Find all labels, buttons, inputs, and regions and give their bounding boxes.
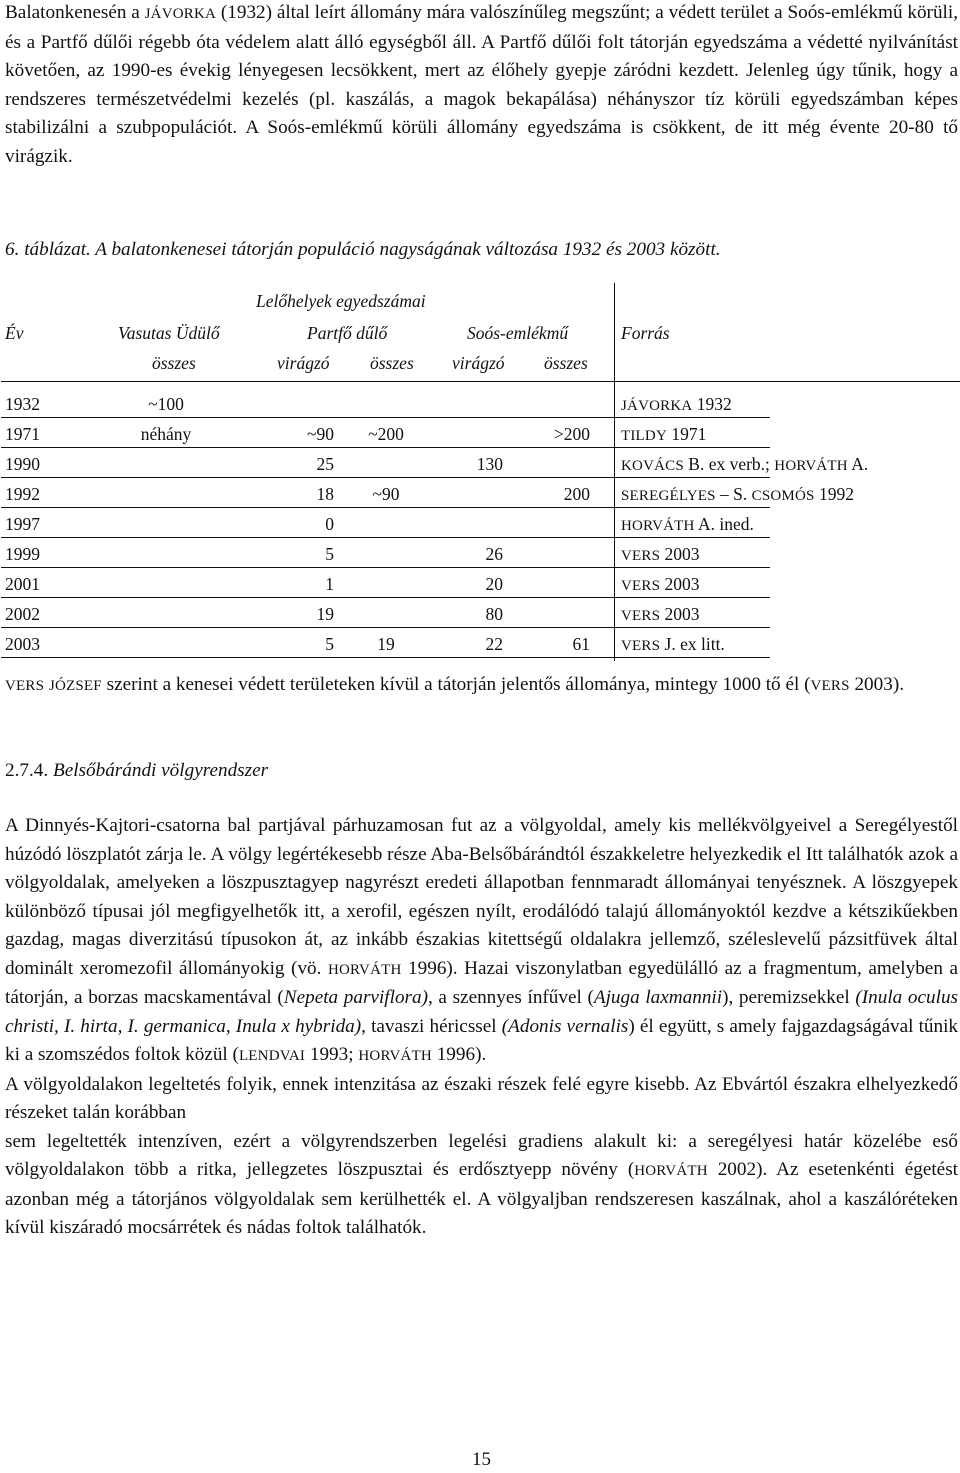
intro-paragraph: [5, 0, 958, 171]
table-cell-vasutas: ~100: [148, 394, 184, 414]
table-cell-soos-o: >200: [553, 424, 590, 444]
text-run: sem legeltették intenzíven, ezért a völgyrendszerben legelési gradiens alakult ki: a seregélyesi határ közelébe eső völgyoldalakon több a ritka, jellegzetes löszpusztai és erdősztyepp növény (: [5, 1130, 958, 1180]
table-cell-soos-o: [516, 393, 590, 415]
table-cell-partfo-v: 18: [316, 484, 334, 504]
author-name: VERS: [5, 678, 45, 694]
source-column-divider: [614, 283, 615, 661]
table-cell-soos-o: [516, 513, 590, 535]
text-run: 2003).: [849, 674, 904, 695]
text-run: 2003: [660, 604, 700, 624]
table-cell-source: [621, 513, 754, 535]
author-name: HORVÁTH: [634, 1163, 708, 1179]
table-cell-soos-v: 22: [485, 634, 503, 654]
table-cell-vasutas: [101, 633, 231, 655]
table-caption: 6. táblázat. A balatonkenesei tátorján populáció nagyságának változása 1932 és 2003 között.: [5, 239, 721, 260]
table-cell-soos-o: [516, 543, 590, 565]
header-sub-osszes-1: összes: [152, 353, 196, 373]
table-cell-partfo-o: [351, 543, 421, 565]
author-name: VERS: [621, 638, 661, 654]
author-name: HORVÁTH: [358, 1048, 432, 1064]
after-table-paragraph: [5, 671, 958, 701]
text-run: (1932) által leírt állomány mára valószínűleg megszűnt; a védett terület a Soós-emlékmű körüli, és a Partfő dűlői régebb óta védelem alatt álló egységből áll. A Partfő dűlői folt tátorján egyedszáma a védetté nyilvánítást követően, az 1990-es évekig lényegesen lecsökkent, mert az élőhely gyepje záródni kezdett. Jelenleg úgy tűnik, hogy a rendszeres természetvédelmi kezelés (pl. kaszálás, a magok bekapálása) néhányszor tíz körüli egyedszámban képes stabilizálni a szubpopulációt. A Soós-emlékmű körüli állomány egyedszáma is csökkent, de itt még évente 20-80 tő virágzik.: [5, 2, 959, 167]
table-cell-vasutas: [101, 573, 231, 595]
table-cell-year: 1997: [5, 514, 40, 534]
text-run: 1996).: [431, 1044, 487, 1065]
table-cell-soos-v: 130: [476, 454, 503, 474]
section-heading: [5, 757, 268, 785]
author-name: LENDVAI: [238, 1048, 306, 1064]
author-name: HORVÁTH: [774, 458, 848, 474]
table-cell-year: 2003: [5, 634, 40, 654]
row-separator: [1, 537, 770, 538]
row-separator: [1, 447, 770, 448]
table-cell-partfo-o: [351, 573, 421, 595]
table-cell-partfo-v: 5: [325, 544, 334, 564]
table-cell-vasutas: [101, 453, 231, 475]
table-cell-partfo-v: 25: [316, 454, 334, 474]
table-cell-partfo-o: ~90: [372, 484, 400, 504]
section-number: 2.7.4.: [5, 760, 49, 781]
table-cell-vasutas: [101, 513, 231, 535]
author-name: VERS: [810, 678, 850, 694]
author-name: KOVÁCS: [621, 458, 684, 474]
text-run: a szennyes ínfűvel (: [432, 987, 594, 1008]
text-run: 1932: [692, 394, 732, 414]
table-cell-partfo-o: 19: [377, 634, 395, 654]
population-table: [1, 283, 960, 661]
header-col-soos: Soós-emlékmű: [467, 323, 569, 343]
text-run: A.: [847, 454, 869, 474]
author-name: VERS: [621, 548, 661, 564]
author-name: JÁVORKA: [144, 6, 217, 22]
table-cell-source: [621, 393, 732, 415]
table-cell-source: [621, 573, 700, 595]
table-cell-year: 1971: [5, 424, 40, 444]
row-separator: [1, 417, 770, 418]
table-cell-partfo-o: ~200: [368, 424, 404, 444]
table-cell-vasutas: [101, 543, 231, 565]
table-cell-soos-o: 200: [563, 484, 590, 504]
text-run: A Dinnyés-Kajtori-csatorna bal partjával párhuzamosan fut az a völgyoldal, amely kis mellékvölgyeivel a Seregélyestől húzódó löszplatót zárja le. A völgy legértékesebb része Aba-Belsőbárándtól északkeletre helyezkedik el Itt találhatók azok a völgyoldalak, amelyeken a löszpusztagyep nagyrészt eredeti állapotban fennmaradt állományai tenyésznek. A löszgyepek különböző típusai jól megfigyelhetők itt, a xerofil, egészen nyílt, erodálódó talajú állományoktól kezdve a kétszikűekben gazdag, magas diverzitású típusokon át, az inkább északias kitettségű oldalakra jellemző, széleslevelű pázsitfüvek által dominált xeromezofil állományokig (vö.: [5, 815, 958, 979]
row-separator: [1, 657, 770, 658]
author-name: VERS: [621, 608, 661, 624]
table-cell-soos-v: [431, 393, 503, 415]
table-cell-source: [621, 603, 700, 625]
header-separator: [1, 381, 960, 382]
header-col-forras: Forrás: [621, 323, 670, 343]
table-cell-vasutas: [101, 603, 231, 625]
table-cell-soos-v: [431, 513, 503, 535]
text-run: szerint a kenesei védett területeken kívül a tátorján jelentős állománya, mintegy 1000 tő él (: [101, 674, 811, 695]
header-group-title: Lelőhelyek egyedszámai: [256, 291, 426, 311]
italic-text: (Adonis vernalis: [501, 1015, 629, 1037]
text-run: 2003: [660, 544, 700, 564]
text-run: 1993;: [305, 1044, 359, 1065]
table-cell-source: [621, 453, 868, 475]
text-run: Balatonkenesén a: [5, 2, 145, 23]
header-col-partfo: Partfő dűlő: [307, 323, 388, 343]
text-run: 1996). Hazai viszonylatban egyedülálló az a fragmentum, amelyben a tátorján, a borzas macskamentával (: [5, 957, 958, 1008]
header-sub-viragzo-2: virágzó: [452, 353, 505, 373]
table-cell-soos-v: 26: [485, 544, 503, 564]
table-cell-partfo-v: 1: [325, 574, 334, 594]
table-cell-soos-o: 61: [572, 634, 590, 654]
table-cell-partfo-v: 5: [325, 634, 334, 654]
table-cell-partfo-o: [351, 453, 421, 475]
author-name: JÓZSEF: [48, 678, 102, 694]
table-cell-partfo-v: [271, 393, 334, 415]
table-cell-soos-o: [516, 573, 590, 595]
table-cell-year: 1932: [5, 394, 40, 414]
italic-text: Nepeta parviflora),: [283, 987, 433, 1008]
table-cell-soos-o: [516, 453, 590, 475]
text-run: A völgyoldalakon legeltetés folyik, ennek intenzitása az északi részek felé egyre kisebb. Az Ebvártól északra elhelyezkedő részeket talán korábban: [5, 1073, 958, 1123]
text-run: , tavaszi héricssel: [361, 1015, 502, 1037]
table-cell-partfo-o: [351, 513, 421, 535]
author-name: HORVÁTH: [621, 518, 695, 534]
section-title: Belsőbárándi völgyrendszer: [52, 760, 269, 781]
author-name: HORVÁTH: [327, 961, 402, 978]
author-name: JÁVORKA: [621, 398, 693, 414]
table-cell-soos-v: 20: [485, 574, 503, 594]
table-cell-soos-v: [431, 423, 503, 445]
text-run: 2003: [660, 574, 700, 594]
author-name: TILDY: [621, 428, 667, 444]
table-cell-partfo-v: 0: [325, 514, 334, 534]
table-cell-year: 1999: [5, 544, 40, 564]
text-run: ) él együtt, s amely fajgazdagságával tűnik ki a szomszédos foltok közül (: [5, 1015, 959, 1065]
row-separator: [1, 507, 770, 508]
italic-text: Ajuga laxmannii: [593, 987, 723, 1008]
text-run: A. ined.: [694, 514, 754, 534]
table-cell-source: [621, 483, 854, 505]
text-run: J. ex litt.: [660, 634, 725, 654]
author-name: CSOMÓS: [751, 488, 815, 504]
author-name: VERS: [621, 578, 661, 594]
body-paragraph: [5, 812, 958, 1243]
header-col-ev: Év: [5, 323, 24, 343]
page-number: 15: [472, 1449, 491, 1470]
table-cell-vasutas: néhány: [140, 424, 192, 444]
table-cell-year: 1992: [5, 484, 40, 504]
row-separator: [1, 477, 770, 478]
table-cell-soos-o: [516, 603, 590, 625]
text-run: 2002). Az esetenkénti égetést azonban még a tátorjános völgyoldalak sem kerülhették el. A völgyaljban rendszeresen kaszálnak, ahol a kaszálóréteken kívül kiszáradó mocsárrétek és nádas foltok találhatók.: [5, 1159, 958, 1238]
text-run: ), peremizsekkel: [722, 987, 856, 1008]
header-col-vasutas: Vasutas Üdülő: [118, 323, 220, 343]
row-separator: [1, 627, 770, 628]
text-run: – S.: [715, 484, 752, 504]
author-name: SEREGÉLYES: [621, 488, 716, 504]
table-cell-soos-v: 80: [485, 604, 503, 624]
header-sub-osszes-3: összes: [544, 353, 588, 373]
table-cell-partfo-o: [351, 603, 421, 625]
text-run: 1971: [667, 424, 707, 444]
text-run: B. ex verb.;: [683, 454, 775, 474]
table-cell-partfo-v: ~90: [307, 424, 334, 444]
header-sub-viragzo-1: virágzó: [277, 353, 330, 373]
table-cell-year: 2002: [5, 604, 40, 624]
text-run: 1992: [814, 484, 854, 504]
table-cell-source: [621, 423, 706, 445]
row-separator: [1, 597, 770, 598]
table-cell-year: 2001: [5, 574, 40, 594]
table-cell-soos-v: [431, 483, 503, 505]
table-cell-year: 1990: [5, 454, 40, 474]
header-sub-osszes-2: összes: [370, 353, 414, 373]
row-separator: [1, 567, 770, 568]
table-cell-partfo-o: [351, 393, 421, 415]
table-cell-source: [621, 633, 725, 655]
table-cell-source: [621, 543, 700, 565]
table-cell-partfo-v: 19: [316, 604, 334, 624]
table-cell-vasutas: [101, 483, 231, 505]
italic-text: (Inula oculus christi, I. hirta, I. germanica, Inula x hybrida): [5, 987, 958, 1037]
